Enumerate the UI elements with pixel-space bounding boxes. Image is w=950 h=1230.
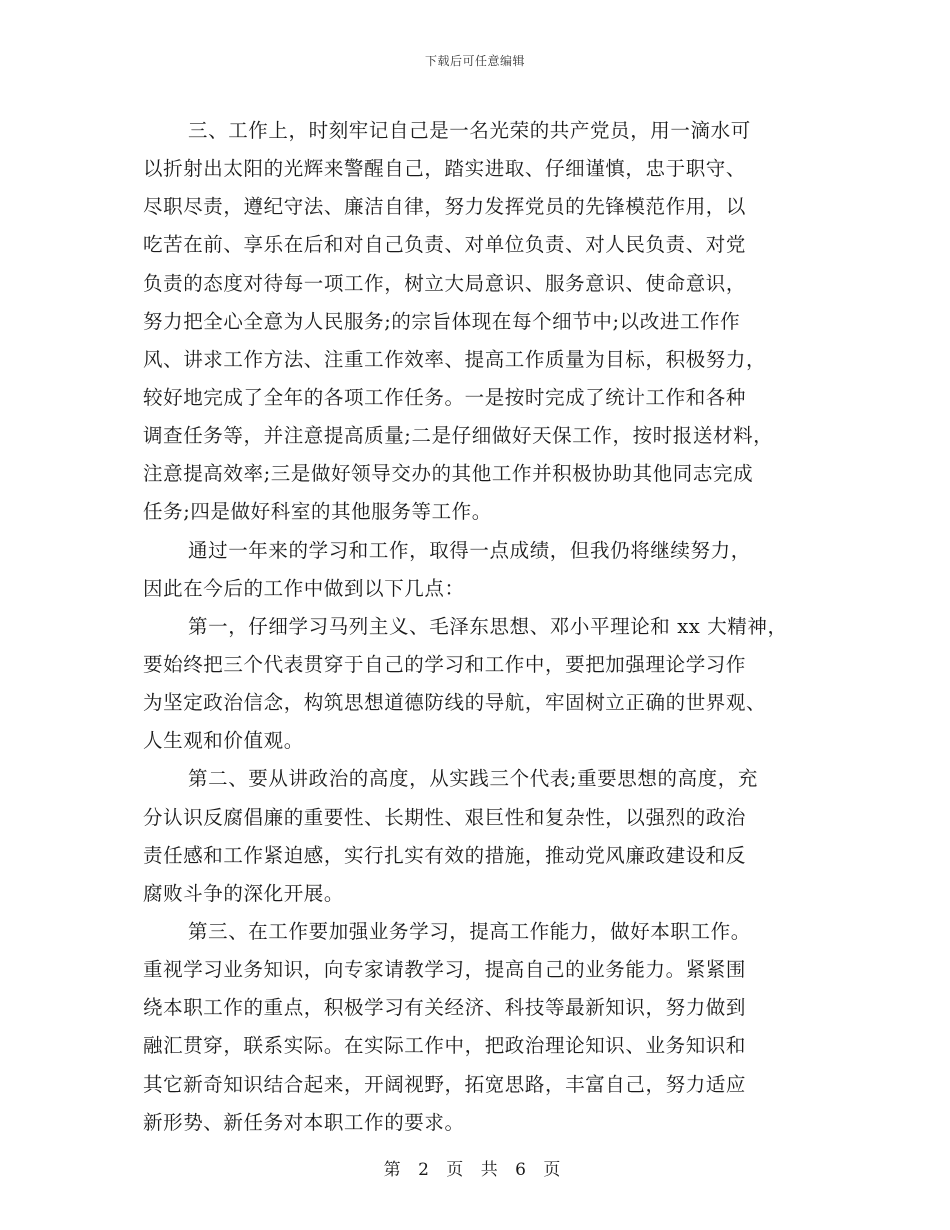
- text-line: 绕本职工作的重点，积极学习有关经济、科技等最新知识，努力做到: [143, 996, 747, 1020]
- text-line: 三、工作上，时刻牢记自己是一名光荣的共产党员，用一滴水可: [188, 119, 751, 142]
- text-line: 人生观和价值观。: [143, 729, 304, 753]
- text-line: 要始终把三个代表贯穿于自己的学习和工作中，要把加强理论学习作: [143, 652, 747, 676]
- page-number: 第 2 页 共 6 页: [383, 1160, 567, 1180]
- page-header: 下载后可任意编辑: [424, 54, 525, 68]
- text-line: 分认识反腐倡廉的重要性、长期性、艰巨性和复杂性，以强烈的政治: [143, 805, 747, 829]
- text-line: 风、讲求工作方法、注重工作效率、提高工作质量为目标，积极努力，: [143, 347, 767, 371]
- text-line: 腐败斗争的深化开展。: [143, 881, 345, 905]
- text-line: 任务;四是做好科室的其他服务等工作。: [143, 500, 492, 524]
- text-line: 融汇贯穿，联系实际。在实际工作中，把政治理论知识、业务知识和: [143, 1034, 747, 1058]
- text-line: 吃苦在前、享乐在后和对自己负责、对单位负责、对人民负责、对党: [143, 233, 747, 257]
- text-line: 第二、要从讲政治的高度，从实践三个代表;重要思想的高度，充: [188, 767, 758, 791]
- text-line: 责任感和工作紧迫感，实行扎实有效的措施，推动党风廉政建设和反: [143, 843, 747, 867]
- document-body: [143, 112, 815, 1142]
- text-line: 其它新奇知识结合起来，开阔视野，拓宽思路，丰富自己，努力适应: [143, 1072, 747, 1096]
- text-line: 尽职尽责，遵纪守法、廉洁自律，努力发挥党员的先锋模范作用，以: [143, 195, 747, 219]
- text-line: 调查任务等，并注意提高质量;二是仔细做好天保工作，按时报送材料，: [143, 424, 774, 448]
- text-line: 以折射出太阳的光辉来警醒自己，踏实进取、仔细谨慎，忠于职守、: [143, 157, 747, 181]
- text-line: 负责的态度对待每一项工作，树立大局意识、服务意识、使命意识，: [143, 271, 747, 295]
- text-line: 注意提高效率;三是做好领导交办的其他工作并积极协助其他同志完成: [143, 462, 754, 486]
- text-line: 重视学习业务知识，向专家请教学习，提高自己的业务能力。紧紧围: [143, 958, 747, 982]
- text-line: 新形势、新任务对本职工作的要求。: [143, 1110, 465, 1134]
- text-line: 第一，仔细学习马列主义、毛泽东思想、邓小平理论和 xx 大精神，: [188, 614, 788, 638]
- text-line: 通过一年来的学习和工作，取得一点成绩，但我仍将继续努力，: [188, 538, 751, 562]
- text-line: 较好地完成了全年的各项工作任务。一是按时完成了统计工作和各种: [143, 385, 747, 409]
- text-line: 为坚定政治信念，构筑思想道德防线的导航，牢固树立正确的世界观、: [143, 691, 767, 715]
- text-line: 努力把全心全意为人民服务;的宗旨体现在每个细节中;以改进工作作: [143, 309, 741, 333]
- text-line: 第三、在工作要加强业务学习，提高工作能力，做好本职工作。: [188, 919, 751, 943]
- text-line: 因此在今后的工作中做到以下几点：: [143, 576, 465, 600]
